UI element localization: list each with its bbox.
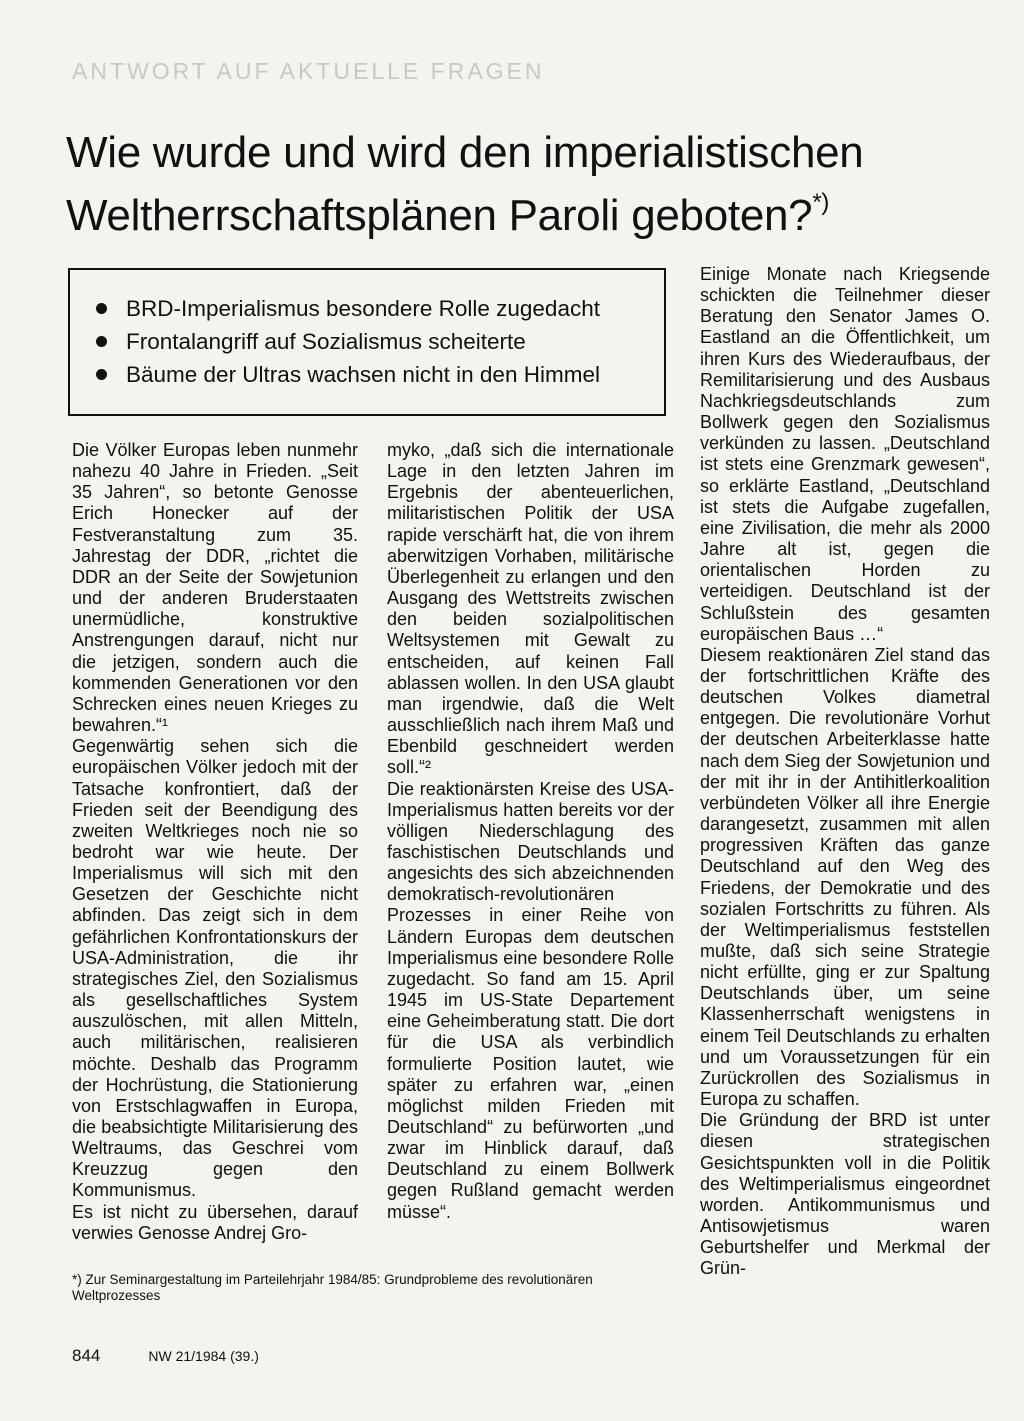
paragraph: Die Gründung der BRD ist unter diesen strategischen Gesichtspunkten voll in die Politik des Weltimperialismus eingeordnet worden. Antikommunismus und Antisowjetismus waren Geburtshelfer und Merkmal der Grün-: [700, 1110, 990, 1279]
article-column-1: [72, 440, 358, 1244]
bullet-icon: [96, 369, 107, 380]
paragraph: Einige Monate nach Kriegsende schickten die Teilnehmer dieser Beratung den Senator James O. Eastland an die Öffentlichkeit, um ihren Kurs des Wiederaufbaus, der Remilitarisierung und des Ausbaus Nachkriegsdeutschlands zum Bollwerk gegen den Sozialismus verkünden zu lassen. „Deutschland ist stets eine Grenzmark gewesen“, so erklärte Eastland, „Deutschland ist stets die Aufgabe zugefallen, eine Zivilisation, die mehr als 2000 Jahre alt ist, gegen die orientalischen Horden zu verteidigen. Deutschland ist der Schlußstein des gesamten europäischen Baus …“: [700, 264, 990, 644]
headline: [66, 128, 966, 241]
issue-reference: NW 21/1984 (39.): [148, 1348, 259, 1364]
bullet-icon: [96, 303, 107, 314]
summary-point-text: Bäume der Ultras wachsen nicht in den Himmel: [126, 362, 600, 387]
bullet-icon: [96, 336, 107, 347]
page-footer: [72, 1346, 259, 1366]
footnote-marker: *): [812, 189, 830, 216]
paragraph: Die Völker Europas leben nunmehr nahezu 40 Jahre in Frieden. „Seit 35 Jahren“, so betonte Genosse Erich Honecker auf der Festveranstaltung zum 35. Jahrestag der DDR, „richtet die DDR an der Seite der Sowjetunion und der anderen Bruderstaaten unermüdliche, konstruktive Anstrengungen darauf, nicht nur die jetzigen, sondern auch die kommenden Generationen vor den Schrecken eines neuen Krieges zu bewahren.“¹: [72, 440, 358, 736]
paragraph: Es ist nicht zu übersehen, darauf verwies Genosse Andrej Gro-: [72, 1201, 358, 1243]
summary-point: [96, 292, 664, 325]
headline-line-2: Weltherrschaftsplänen Paroli geboten?: [66, 191, 813, 240]
paragraph: myko, „daß sich die internationale Lage in den letzten Jahren im Ergebnis der abenteuerlichen, militaristischen Politik der USA rapide verschärft hat, die von ihrem aberwitzigen Vorhaben, militärische Überlegenheit zu erlangen und den Ausgang des Wettstreits zwischen den beiden sozialpolitischen Weltsystemen mit Gewalt zu entscheiden, auf keinen Fall ablassen wollen. In den USA glaubt man irgendwie, daß die Welt ausschließlich nach ihrem Maß und Ebenbild geschneidert werden soll.“²: [387, 440, 674, 778]
article-column-3: [700, 264, 990, 1280]
section-kicker: ANTWORT AUF AKTUELLE FRAGEN: [72, 58, 545, 84]
page-number: 844: [72, 1346, 101, 1365]
paragraph: Die reaktionärsten Kreise des USA-Imperialismus hatten bereits vor der völligen Niederschlagung des faschistischen Deutschlands und angesichts des sich abzeichnenden demokratisch-revolutionären Prozesses in einer Reihe von Ländern Europas dem deutschen Imperialismus eine besondere Rolle zugedacht. So fand am 15. April 1945 im US-State Departement eine Geheimberatung statt. Die dort für die USA als verbindlich formulierte Position lautet, wie später zu erfahren war, „einen möglichst milden Frieden mit Deutschland“ zu befürworten „und zwar im Hinblick darauf, daß Deutschland zu einem Bollwerk gegen Rußland gemacht werden müsse“.: [387, 778, 674, 1222]
paragraph: Diesem reaktionären Ziel stand das der fortschrittlichen Kräfte des deutschen Volkes diametral entgegen. Die revolutionäre Vorhut der deutschen Arbeiterklasse hatte nach dem Sieg der Sowjetunion und der mit ihr in der Antihitlerkoalition verbündeten Völker all ihre Energie darangesetzt, zusammen mit allen progressiven Kräften das ganze Deutschland auf den Weg des Friedens, der Demokratie und des sozialen Fortschritts zu führen. Als der Weltimperialismus feststellen mußte, daß sich seine Strategie nicht erfüllte, ging er zur Spaltung Deutschlands über, um seine Klassenherrschaft wenigstens in einem Teil Deutschlands zu erhalten und um Voraussetzungen für ein Zurückrollen des Sozialismus in Europa zu schaffen.: [700, 644, 990, 1110]
summary-list: [96, 292, 664, 391]
paragraph: Gegenwärtig sehen sich die europäischen Völker jedoch mit der Tatsache konfrontiert, daß der Frieden seit der Beendigung des zweiten Weltkrieges noch nie so bedroht war wie heute. Der Imperialismus will sich mit den Gesetzen der Geschichte nicht abfinden. Das zeigt sich in dem gefährlichen Konfrontationskurs der USA-Administration, die ihr strategisches Ziel, den Sozialismus als gesellschaftliches System auszulöschen, mit allen Mitteln, auch militärischen, realisieren möchte. Deshalb das Programm der Hochrüstung, die Stationierung von Erstschlagwaffen in Europa, die beabsichtigte Militarisierung des Weltraums, das Geschrei vom Kreuzzug gegen den Kommunismus.: [72, 736, 358, 1201]
summary-point-text: Frontalangriff auf Sozialismus scheiterte: [126, 329, 526, 354]
summary-point: [96, 325, 664, 358]
article-column-2: [387, 440, 674, 1223]
summary-box: [68, 268, 666, 416]
headline-line-1: Wie wurde und wird den imperialistischen: [66, 128, 864, 177]
footnote: *) Zur Seminargestaltung im Parteilehrjahr 1984/85: Grundprobleme des revolutionären Weltprozesses: [72, 1272, 593, 1303]
summary-point-text: BRD-Imperialismus besondere Rolle zugedacht: [126, 296, 600, 321]
summary-point: [96, 358, 664, 391]
